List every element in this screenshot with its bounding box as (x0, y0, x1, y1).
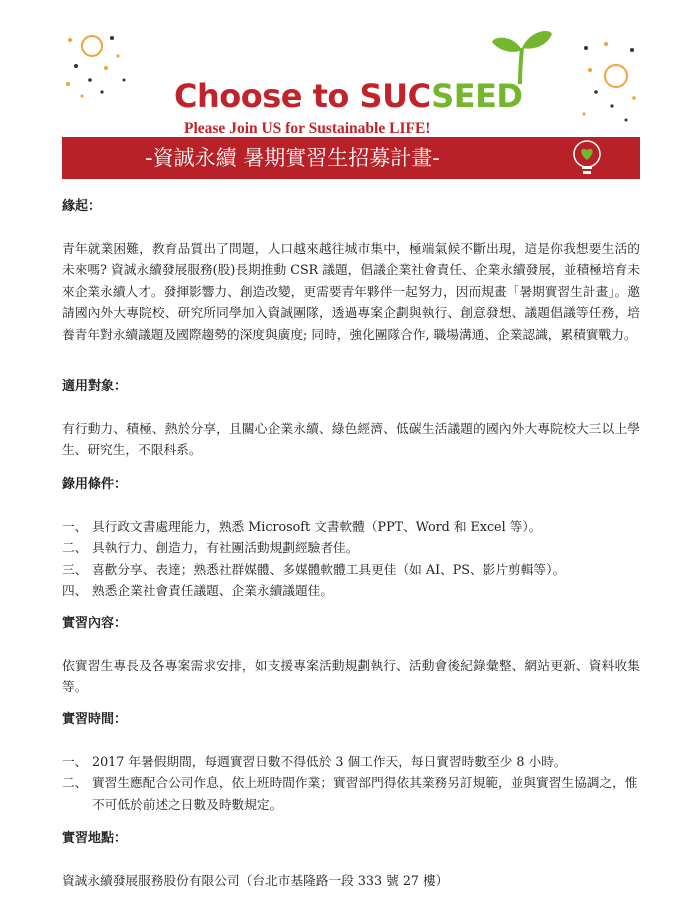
decorative-dots-right (576, 36, 640, 128)
section-paragraph: 青年就業困難，教育品質出了問題，人口越來越往城市集中，極端氣候不斷出現，這是你我想要生活的未來嗎? 資誠永續發展服務(股)長期推動 CSR 議題，倡議企業社會責任、企業永續發展，並積極培育未來企業永續人才。發揮影響力、創造改變，更需要青年夥伴一起努力，因而規畫「暑期實習生計畫」。邀請國內外大專院校、研究所同學加入資誠團隊，透過專案企劃與執行、創意發想、議題倡議等任務，培養青年對永續議題及國際趨勢的深度與廣度; 同時，強化團隊合作, 職場溝通、企業認識，累積實戰力。 (62, 240, 640, 342)
section-paragraph: 資誠永續發展服務股份有限公司（台北市基隆路一段 333 號 27 樓） (62, 872, 449, 888)
section-target (62, 376, 640, 461)
banner-subtitle: Please Join US for Sustainable LIFE! (184, 120, 431, 137)
period-list (62, 751, 640, 816)
section-location (62, 828, 640, 891)
list-text: 2017 年暑假期間，每週實習日數不得低於 3 個工作天，每日實習時數至少 8 小時。 (92, 753, 567, 769)
list-item (62, 751, 640, 773)
section-heading: 實習內容： (62, 616, 128, 631)
banner-title (174, 77, 523, 115)
list-item (62, 580, 640, 602)
list-text: 喜歡分享、表達；熟悉社群媒體、多媒體軟體工具更佳（如 AI、PS、影片剪輯等）。 (92, 561, 566, 577)
list-text: 具執行力、創造力，有社團活動規劃經驗者佳。 (92, 540, 359, 555)
banner-title-green: SEED (431, 77, 523, 115)
section-heading: 實習時間： (62, 712, 128, 727)
list-number: 三、 (62, 561, 88, 577)
list-text: 具行政文書處理能力，熟悉 Microsoft 文書軟體（PPT、Word 和 Excel 等）。 (92, 518, 542, 534)
list-number: 四、 (62, 583, 88, 598)
section-origin (62, 196, 640, 345)
header-banner (62, 28, 640, 182)
section-period (62, 709, 640, 815)
list-number: 一、 (62, 753, 88, 769)
list-item (62, 537, 640, 559)
decorative-dots-left (62, 32, 132, 102)
banner-red-band (62, 137, 640, 179)
list-number: 二、 (62, 775, 88, 790)
requirements-list (62, 516, 640, 602)
section-heading: 適用對象： (62, 379, 128, 394)
section-content (62, 613, 640, 698)
list-text: 實習生應配合公司作息，依上班時間作業；實習部門得依其業務另訂規範，並與實習生協調之，惟不可低於前述之日數及時數規定。 (92, 775, 638, 812)
heart-bulb-icon (572, 140, 602, 176)
banner-band-text: -資誠永續 暑期實習生招募計畫- (145, 146, 440, 170)
section-heading: 實習地點： (62, 831, 128, 846)
list-item (62, 772, 640, 815)
section-heading: 緣起： (62, 199, 102, 214)
list-item (62, 516, 640, 538)
banner-title-red: Choose to SUC (174, 77, 432, 115)
list-text: 熟悉企業社會責任議題、企業永續議題佳。 (92, 583, 334, 598)
sprout-icon (490, 28, 554, 84)
section-heading: 錄用條件： (62, 477, 128, 492)
section-paragraph: 依實習生專長及各專案需求安排，如支援專案活動規劃執行、活動會後紀錄彙整、網站更新、資料收集等。 (62, 657, 640, 694)
list-number: 一、 (62, 518, 88, 534)
section-requirements (62, 474, 640, 602)
list-number: 二、 (62, 540, 88, 555)
list-item (62, 559, 640, 581)
section-paragraph: 有行動力、積極、熱於分享，且關心企業永續、綠色經濟、低碳生活議題的國內外大專院校大三以上學生、研究生，不限科系。 (62, 420, 640, 457)
